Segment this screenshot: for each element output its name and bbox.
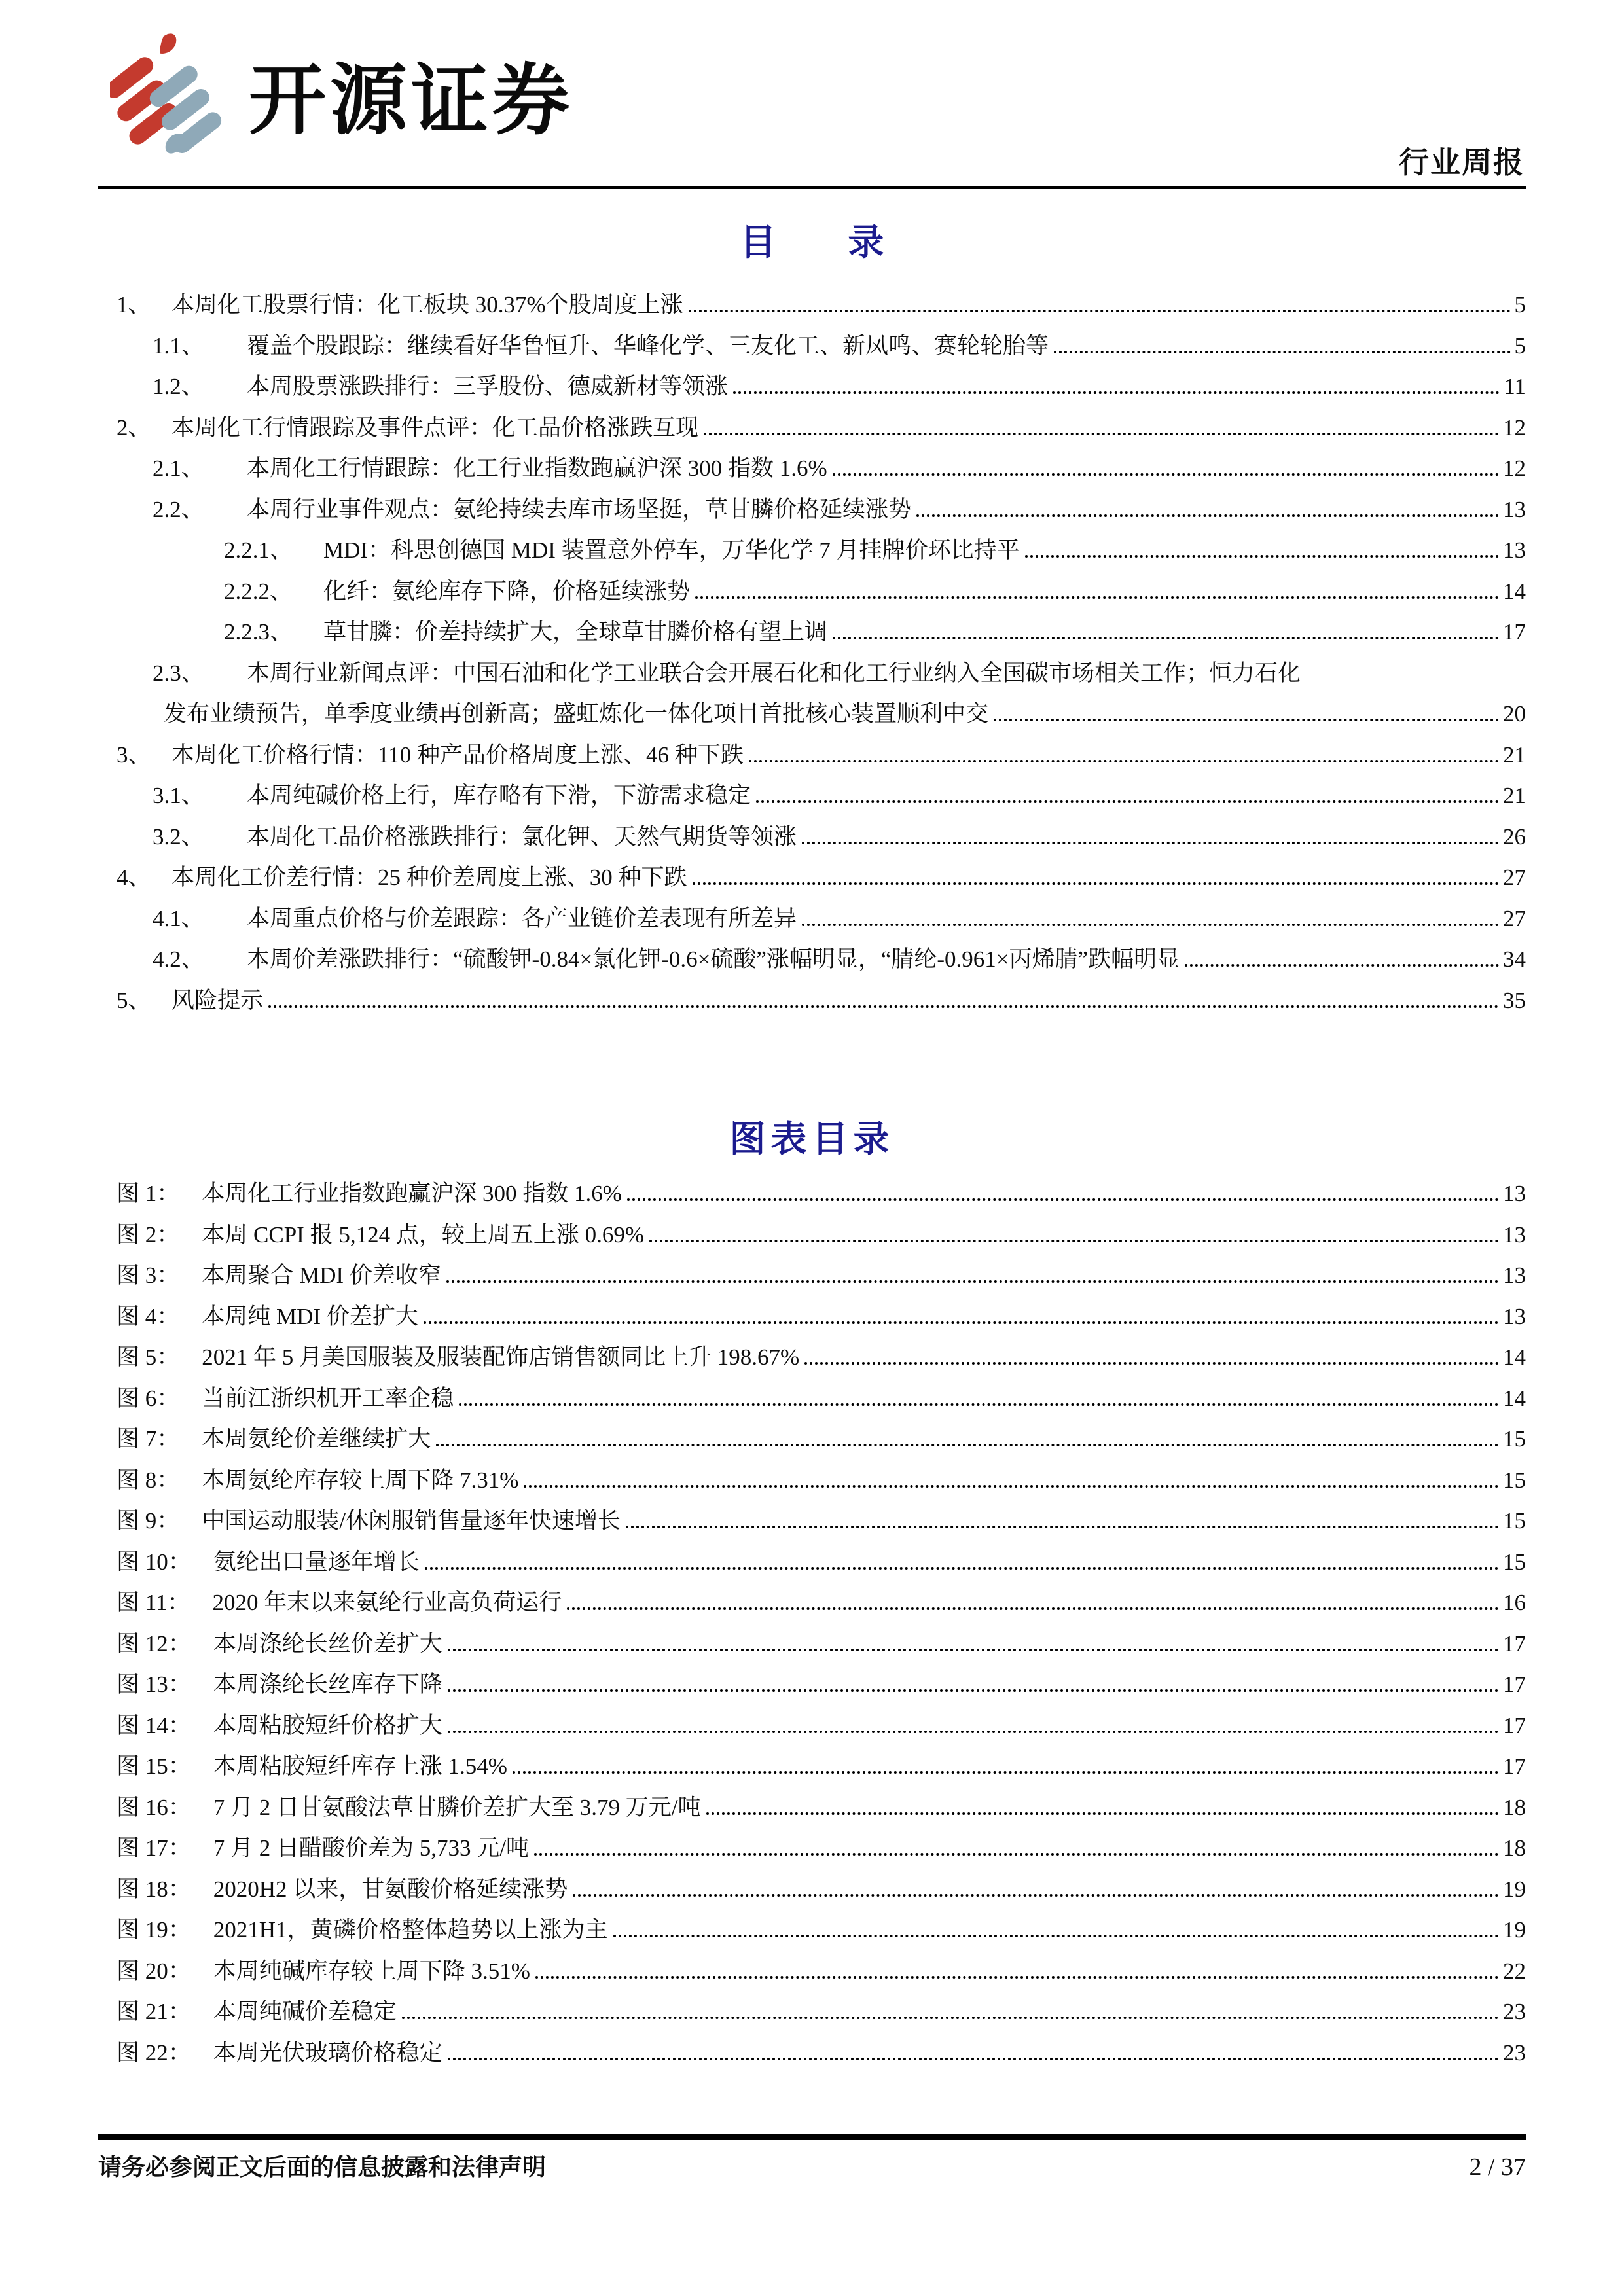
dot-leader <box>916 514 1499 517</box>
dot-leader <box>448 1689 1499 1692</box>
footer-disclaimer: 请务必参阅正文后面的信息披露和法律声明 <box>98 2154 547 2180</box>
dot-leader <box>459 1403 1499 1406</box>
toc-entry[interactable] <box>98 778 1526 819</box>
entry-number: 图 15： <box>117 1753 191 1779</box>
entry-page-number: 17 <box>1503 1672 1526 1697</box>
entry-number: 图 14： <box>117 1712 191 1738</box>
entry-page-number: 19 <box>1503 1876 1526 1902</box>
entry-text: 本周化工价格行情：110 种产品价格周度上涨、46 种下跌 <box>171 742 744 768</box>
figure-entry[interactable] <box>98 1339 1526 1380</box>
entry-text: 2021H1，黄磷价格整体趋势以上涨为主 <box>213 1917 608 1943</box>
page-footer <box>98 2149 1526 2182</box>
toc-entry[interactable] <box>98 368 1526 410</box>
toc-entry[interactable] <box>98 450 1526 492</box>
entry-number: 图 7： <box>117 1426 180 1452</box>
figure-entry[interactable] <box>98 1789 1526 1831</box>
toc-entry[interactable] <box>98 655 1526 696</box>
dot-leader <box>695 596 1499 599</box>
toc-entry[interactable] <box>98 737 1526 778</box>
entry-number: 图 2： <box>117 1221 180 1247</box>
toc-entry[interactable] <box>98 901 1526 942</box>
figure-entry[interactable] <box>98 1626 1526 1667</box>
figure-entry[interactable] <box>98 1217 1526 1258</box>
dot-leader <box>833 637 1499 639</box>
entry-number: 图 6： <box>117 1385 180 1411</box>
entry-text: 2021 年 5 月美国服装及服装配饰店销售额同比上升 198.67% <box>202 1344 800 1370</box>
entry-page-number: 19 <box>1503 1917 1526 1943</box>
figure-entry[interactable] <box>98 1585 1526 1626</box>
entry-page-number: 18 <box>1503 1835 1526 1861</box>
entry-text: 化纤：氨纶库存下降，价格延续涨势 <box>323 578 691 604</box>
entry-text: 本周化工股票行情：化工板块 30.37%个股周度上涨 <box>171 292 683 317</box>
dot-leader <box>689 310 1511 312</box>
dot-leader <box>693 882 1499 885</box>
report-type-label: 行业周报 <box>1399 146 1525 179</box>
entry-text: 本周化工价差行情：25 种价差周度上涨、30 种下跌 <box>171 865 687 890</box>
dot-leader <box>436 1444 1499 1446</box>
entry-page-number: 26 <box>1503 823 1526 850</box>
figure-entry[interactable] <box>98 1257 1526 1299</box>
toc-entry[interactable] <box>98 573 1526 615</box>
entry-page-number: 27 <box>1503 865 1526 890</box>
entry-number: 2.1、 <box>153 456 204 481</box>
dot-leader <box>268 1005 1499 1008</box>
entry-page-number: 13 <box>1503 496 1526 522</box>
entry-text: 本周聚合 MDI 价差收窄 <box>202 1263 441 1288</box>
dot-leader <box>534 1853 1499 1856</box>
entry-number: 2.2.1、 <box>224 537 293 563</box>
entry-page-number: 14 <box>1503 1385 1526 1411</box>
entry-text: 中国运动服装/休闲服销售量逐年快速增长 <box>202 1508 621 1534</box>
entry-page-number: 20 <box>1503 701 1526 726</box>
dot-leader <box>649 1240 1499 1242</box>
entry-number: 图 18： <box>117 1876 191 1902</box>
entry-page-number: 17 <box>1503 1712 1526 1738</box>
entry-page-number: 16 <box>1503 1590 1526 1615</box>
entry-page-number: 21 <box>1503 742 1526 768</box>
entry-page-number: 27 <box>1503 905 1526 931</box>
entry-text: 本周纯碱价差稳定 <box>213 1999 397 2024</box>
entry-number: 4.2、 <box>153 946 204 972</box>
entry-page-number: 13 <box>1503 537 1526 563</box>
toc-entry[interactable] <box>98 492 1526 533</box>
entry-text: 本周纯 MDI 价差扩大 <box>202 1303 418 1329</box>
entry-page-number: 11 <box>1504 374 1526 399</box>
figure-entry[interactable] <box>98 1708 1526 1749</box>
entry-number: 图 9： <box>117 1508 180 1534</box>
toc-entry[interactable] <box>98 532 1526 573</box>
toc-entry[interactable] <box>98 819 1526 860</box>
entry-number: 2.2、 <box>153 496 204 522</box>
figure-entry[interactable] <box>98 1871 1526 1912</box>
entry-text: 本周粘胶短纤价格扩大 <box>213 1712 442 1738</box>
figure-entry[interactable] <box>98 1994 1526 2035</box>
footer-page-indicator: 2 / 37 <box>1469 2153 1526 2181</box>
dot-leader <box>402 2017 1499 2019</box>
entry-text: 本周化工品价格涨跌排行：氯化钾、天然气期货等领涨 <box>247 823 797 850</box>
entry-page-number: 15 <box>1503 1549 1526 1575</box>
dot-leader <box>425 1567 1499 1570</box>
dot-leader <box>1025 555 1499 558</box>
figure-entry[interactable] <box>98 1748 1526 1789</box>
figure-entry[interactable] <box>98 1912 1526 1953</box>
entry-number: 图 5： <box>117 1344 180 1370</box>
entry-page-number: 12 <box>1503 414 1526 440</box>
entry-text: 本周价差涨跌排行：“硫酸钾-0.84×氯化钾-0.6×硫酸”涨幅明显，“腈纶-0.961×丙烯腈”跌幅明显 <box>247 946 1180 972</box>
entry-page-number: 34 <box>1503 946 1526 972</box>
dot-leader <box>802 924 1499 926</box>
entry-text: 7 月 2 日甘氨酸法草甘膦价差扩大至 3.79 万元/吨 <box>213 1794 701 1820</box>
toc-entry[interactable] <box>98 328 1526 369</box>
entry-text: 风险提示 <box>171 987 264 1013</box>
entry-number: 3.1、 <box>153 783 204 808</box>
entry-page-number: 18 <box>1503 1794 1526 1820</box>
entry-number: 5、 <box>117 987 151 1013</box>
entry-page-number: 22 <box>1503 1958 1526 1984</box>
brand-logo-icon <box>110 33 232 154</box>
toc-entry[interactable] <box>98 696 1526 737</box>
dot-leader <box>627 1198 1499 1201</box>
dot-leader <box>1054 351 1510 353</box>
figures-list <box>98 1175 1526 2075</box>
dot-leader <box>524 1485 1499 1488</box>
entry-number: 图 8： <box>117 1467 180 1493</box>
entry-text: MDI：科思创德国 MDI 装置意外停车，万华化学 7 月挂牌价环比持平 <box>323 537 1020 563</box>
entry-page-number: 15 <box>1503 1426 1526 1452</box>
entry-text: 本周氨纶价差继续扩大 <box>202 1426 431 1452</box>
entry-number: 图 11： <box>117 1590 190 1615</box>
dot-leader <box>1185 964 1499 967</box>
entry-page-number: 5 <box>1514 292 1526 317</box>
entry-text: 本周股票涨跌排行：三孚股份、德威新材等领涨 <box>247 374 729 399</box>
entry-number: 图 3： <box>117 1263 180 1288</box>
entry-page-number: 13 <box>1503 1221 1526 1247</box>
entry-number: 1.1、 <box>153 332 204 359</box>
entry-text: 本周 CCPI 报 5,124 点，较上周五上涨 0.69% <box>202 1221 644 1247</box>
figure-entry[interactable] <box>98 1462 1526 1503</box>
entry-text: 本周重点价格与价差跟踪：各产业链价差表现有所差异 <box>247 905 797 931</box>
entry-text: 本周行业新闻点评：中国石油和化学工业联合会开展石化和化工行业纳入全国碳市场相关工作；恒力石化 <box>247 660 1301 686</box>
entry-number: 图 1： <box>117 1181 180 1206</box>
figures-title: 图表目录 <box>729 1119 895 1159</box>
entry-number: 图 16： <box>117 1794 191 1820</box>
entry-text: 2020H2 以来，甘氨酸价格延续涨势 <box>213 1876 568 1902</box>
entry-number: 1、 <box>117 292 151 317</box>
entry-page-number: 23 <box>1503 2039 1526 2066</box>
dot-leader <box>613 1935 1499 1937</box>
figure-entry[interactable] <box>98 1503 1526 1544</box>
entry-number: 2、 <box>117 414 151 440</box>
entry-number: 图 10： <box>117 1549 191 1575</box>
dot-leader <box>804 1362 1499 1365</box>
entry-text: 本周纯碱价格上行，库存略有下滑，下游需求稳定 <box>247 783 751 808</box>
entry-page-number: 14 <box>1503 578 1526 604</box>
entry-text: 本周纯碱库存较上周下降 3.51% <box>213 1958 530 1984</box>
entry-page-number: 17 <box>1503 619 1526 645</box>
dot-leader <box>733 391 1500 394</box>
toc-entry[interactable] <box>98 287 1526 328</box>
entry-number: 图 22： <box>117 2039 191 2066</box>
entry-number: 3.2、 <box>153 823 204 850</box>
dot-leader <box>448 1731 1499 1733</box>
figure-entry[interactable] <box>98 1544 1526 1585</box>
entry-text: 7 月 2 日醋酸价差为 5,733 元/吨 <box>213 1835 529 1861</box>
entry-text: 本周行业事件观点：氨纶持续去库市场坚挺，草甘膦价格延续涨势 <box>247 496 912 522</box>
entry-number: 1.2、 <box>153 374 204 399</box>
dot-leader <box>994 719 1499 721</box>
figure-entry[interactable] <box>98 1380 1526 1422</box>
entry-page-number: 13 <box>1503 1181 1526 1206</box>
entry-text: 本周化工行业指数跑赢沪深 300 指数 1.6% <box>202 1181 622 1206</box>
entry-number: 图 20： <box>117 1958 191 1984</box>
toc-entry[interactable] <box>98 982 1526 1024</box>
figure-entry[interactable] <box>98 1953 1526 1994</box>
toc-title: 目 录 <box>740 223 884 262</box>
dot-leader <box>424 1321 1499 1324</box>
entry-text: 本周光伏玻璃价格稳定 <box>213 2039 442 2066</box>
entry-text: 草甘膦：价差持续扩大，全球草甘膦价格有望上调 <box>323 619 828 645</box>
entry-text: 本周氨纶库存较上周下降 7.31% <box>202 1467 519 1493</box>
page-header <box>98 0 1526 189</box>
figure-entry[interactable] <box>98 1299 1526 1340</box>
entry-text: 本周涤纶长丝库存下降 <box>213 1672 442 1697</box>
dot-leader <box>756 800 1499 803</box>
entry-page-number: 5 <box>1514 332 1526 359</box>
toc-list <box>98 287 1526 1023</box>
entry-page-number: 21 <box>1503 783 1526 808</box>
dot-leader <box>749 760 1499 762</box>
figure-entry[interactable] <box>98 2035 1526 2076</box>
dot-leader <box>833 473 1499 476</box>
toc-entry[interactable] <box>98 614 1526 655</box>
figure-entry[interactable] <box>98 1830 1526 1871</box>
entry-number: 4、 <box>117 865 151 890</box>
entry-number: 图 21： <box>117 1999 191 2024</box>
entry-page-number: 13 <box>1503 1303 1526 1329</box>
entry-page-number: 15 <box>1503 1508 1526 1534</box>
dot-leader <box>448 2058 1499 2060</box>
toc-entry[interactable] <box>98 941 1526 982</box>
footer-rule <box>98 2134 1526 2140</box>
entry-text: 本周涤纶长丝价差扩大 <box>213 1630 442 1657</box>
entry-text: 2020 年末以来氨纶行业高负荷运行 <box>212 1590 562 1615</box>
entry-number: 2.2.3、 <box>224 619 293 645</box>
brand-name: 开源证券 <box>249 58 574 144</box>
dot-leader <box>573 1894 1499 1897</box>
entry-page-number: 35 <box>1503 987 1526 1013</box>
entry-text: 本周化工行情跟踪及事件点评：化工品价格涨跌互现 <box>171 414 699 440</box>
dot-leader <box>446 1280 1499 1283</box>
entry-number: 2.3、 <box>153 660 204 686</box>
entry-page-number: 17 <box>1503 1630 1526 1657</box>
entry-number: 3、 <box>117 742 151 768</box>
dot-leader <box>535 1976 1499 1979</box>
entry-text: 本周化工行情跟踪：化工行业指数跑赢沪深 300 指数 1.6% <box>247 456 827 481</box>
entry-page-number: 15 <box>1503 1467 1526 1493</box>
entry-text: 氨纶出口量逐年增长 <box>213 1549 420 1575</box>
entry-page-number: 12 <box>1503 456 1526 481</box>
entry-text: 当前江浙织机开工率企稳 <box>202 1385 454 1411</box>
entry-number: 图 19： <box>117 1917 191 1943</box>
figure-entry[interactable] <box>98 1175 1526 1217</box>
entry-page-number: 17 <box>1503 1753 1526 1779</box>
brand-logo <box>110 33 573 154</box>
toc-entry[interactable] <box>98 859 1526 901</box>
entry-number: 图 13： <box>117 1672 191 1697</box>
toc-entry[interactable] <box>98 410 1526 451</box>
entry-page-number: 14 <box>1503 1344 1526 1370</box>
entry-text: 覆盖个股跟踪：继续看好华鲁恒升、华峰化学、三友化工、新凤鸣、赛轮轮胎等 <box>247 332 1049 359</box>
dot-leader <box>704 433 1499 435</box>
dot-leader <box>513 1771 1499 1774</box>
dot-leader <box>626 1526 1499 1528</box>
entry-page-number: 13 <box>1503 1263 1526 1288</box>
entry-number: 图 17： <box>117 1835 191 1861</box>
dot-leader <box>802 842 1499 844</box>
entry-number: 4.1、 <box>153 905 204 931</box>
entry-number: 2.2.2、 <box>224 578 293 604</box>
dot-leader <box>448 1649 1499 1651</box>
entry-text: 发布业绩预告，单季度业绩再创新高；盛虹炼化一体化项目首批核心装置顺利中交 <box>164 701 989 726</box>
figure-entry[interactable] <box>98 1421 1526 1462</box>
entry-number: 图 4： <box>117 1303 180 1329</box>
dot-leader <box>706 1812 1500 1815</box>
entry-text: 本周粘胶短纤库存上涨 1.54% <box>213 1753 507 1779</box>
entry-page-number: 23 <box>1503 1999 1526 2024</box>
entry-number: 图 12： <box>117 1630 191 1657</box>
figure-entry[interactable] <box>98 1666 1526 1708</box>
dot-leader <box>567 1607 1499 1610</box>
